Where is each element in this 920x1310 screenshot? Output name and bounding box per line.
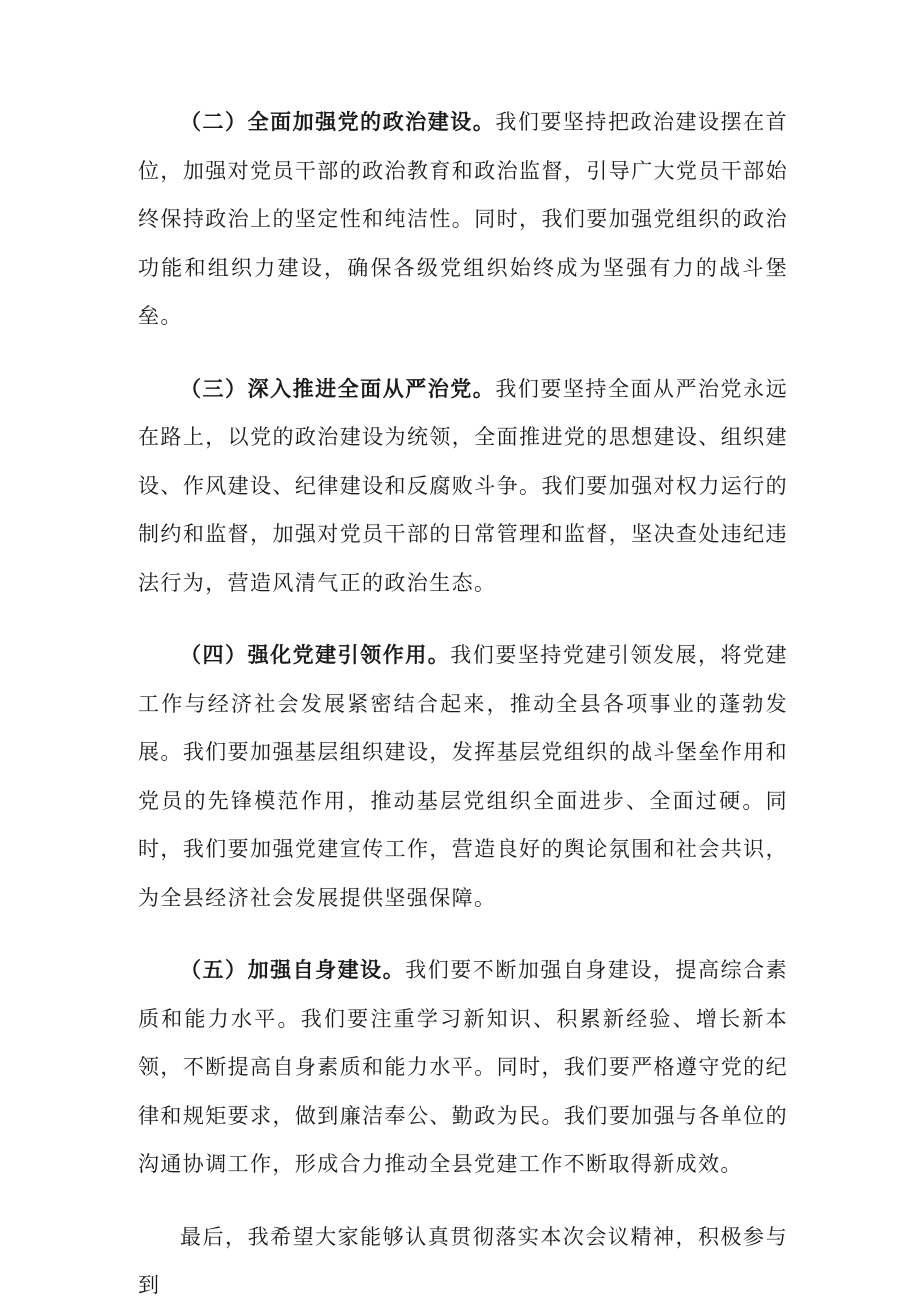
paragraph-heading: （二）全面加强党的政治建设。 [180, 110, 496, 134]
paragraph-text: 我们要坚持全面从严治党永远在路上，以党的政治建设为统领，全面推进党的思想建设、组织建设、作风建设、纪律建设和反腐败斗争。我们要加强对权力运行的制约和监督，加强对党员干部的日常管理和监督，坚决查处违纪违法行为，营造风清气正的政治生态。 [138, 376, 788, 595]
paragraph-closing [138, 1213, 788, 1310]
paragraph-5 [138, 946, 788, 1189]
paragraph-2 [138, 98, 788, 341]
paragraph-text: 我们要不断加强自身建设，提高综合素质和能力水平。我们要注重学习新知识、积累新经验、增长新本领，不断提高自身素质和能力水平。同时，我们要严格遵守党的纪律和规矩要求，做到廉洁奉公、勤政为民。我们要加强与各单位的沟通协调工作，形成合力推动全县党建工作不断取得新成效。 [138, 958, 788, 1176]
paragraph-4 [138, 631, 788, 922]
document-body [138, 98, 788, 1310]
paragraph-text: 最后，我希望大家能够认真贯彻落实本次会议精神，积极参与到 [138, 1224, 788, 1297]
paragraph-heading: （四）强化党建引领作用。 [180, 643, 451, 667]
paragraph-text: 我们要坚持党建引领发展，将党建工作与经济社会发展紧密结合起来，推动全县各项事业的蓬勃发展。我们要加强基层组织建设，发挥基层党组织的战斗堡垒作用和党员的先锋模范作用，推动基层党组织全面进步、全面过硬。同时，我们要加强党建宣传工作，营造良好的舆论氛围和社会共识，为全县经济社会发展提供坚强保障。 [138, 643, 788, 910]
paragraph-3 [138, 365, 788, 608]
paragraph-heading: （三）深入推进全面从严治党。 [180, 376, 496, 401]
paragraph-text: 我们要坚持把政治建设摆在首位，加强对党员干部的政治教育和政治监督，引导广大党员干部始终保持政治上的坚定性和纯洁性。同时，我们要加强党组织的政治功能和组织力建设，确保各级党组织始终成为坚强有力的战斗堡垒。 [138, 110, 788, 328]
paragraph-heading: （五）加强自身建设。 [180, 958, 406, 982]
